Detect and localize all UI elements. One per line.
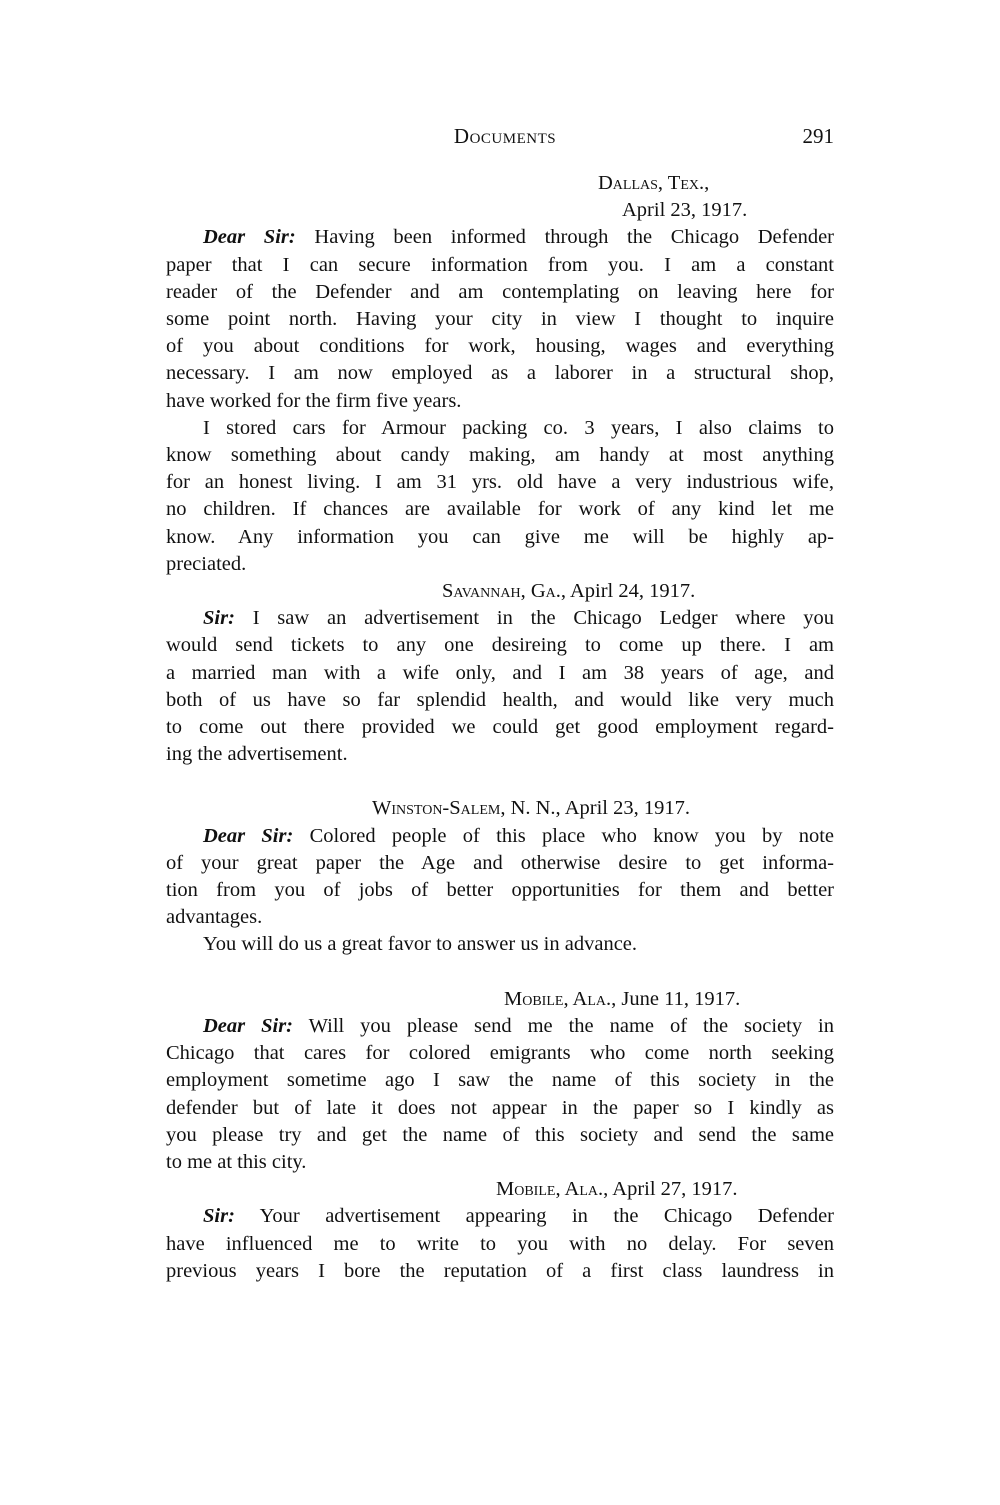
text-line: both of us have so far splendid health, and would like very much xyxy=(166,688,834,711)
letter-dateline xyxy=(166,986,834,1013)
letter-dateline xyxy=(166,578,834,605)
text-line xyxy=(166,1203,834,1230)
text-line: of you about conditions for work, housing, wages and everything xyxy=(166,335,834,358)
letter-date: April 23, 1917. xyxy=(622,199,748,222)
place-text: Dallas, Tex., xyxy=(598,172,710,194)
text-line xyxy=(166,224,834,251)
text-line: know. Any information you can give me will be highly ap- xyxy=(166,525,834,548)
text-line: necessary. I am now employed as a laborer in a structural shop, xyxy=(166,362,834,385)
place-text: Mobile, Ala., xyxy=(496,1178,609,1201)
text-line: paper that I can secure information from you. I am a constant xyxy=(166,253,834,276)
text-line: have influenced me to write to you with no delay. For seven xyxy=(166,1232,834,1255)
text-line: of your great paper the Age and otherwise desire to get informa- xyxy=(166,851,834,874)
text-line: reader of the Defender and am contemplating on leaving here for xyxy=(166,280,834,303)
page-header xyxy=(166,124,834,154)
letter-dateline xyxy=(166,1176,834,1203)
text-line: no children. If chances are available for work of any kind let me xyxy=(166,498,834,521)
text-line: ing the advertisement. xyxy=(166,743,348,766)
line-text: Having been informed through the Chicago Defender xyxy=(295,226,834,249)
letter-mobile-june xyxy=(166,986,834,1176)
text-line: preciated. xyxy=(166,552,247,575)
letter-place xyxy=(166,170,834,197)
text-line: some point north. Having your city in view I thought to inquire xyxy=(166,308,834,331)
date-text: April 27, 1917. xyxy=(612,1178,738,1201)
letter-winston-salem xyxy=(166,795,834,958)
text-line: you please try and get the name of this society and send the same xyxy=(166,1123,834,1146)
place-text: Savannah, Ga., xyxy=(442,580,566,603)
place-text: Winston-Salem, N. N., xyxy=(372,797,561,820)
text-line: Chicago that cares for colored emigrants who come north seeking xyxy=(166,1042,834,1065)
date-text: April 23, 1917. xyxy=(564,797,690,820)
text-line: to me at this city. xyxy=(166,1150,307,1173)
text-line: know something about candy making, am handy at most anything xyxy=(166,444,834,467)
letter-mobile-april xyxy=(166,1176,834,1285)
date-text: Apirl 24, 1917. xyxy=(569,580,696,603)
text-line xyxy=(166,823,834,850)
salutation: Sir: xyxy=(203,607,235,630)
text-line: would send tickets to any one desireing to come up there. I am xyxy=(166,634,834,657)
salutation: Dear Sir: xyxy=(203,226,296,249)
text-line: tion from you of jobs of better opportunities for them and better xyxy=(166,879,834,902)
text-line: You will do us a great favor to answer us in advance. xyxy=(203,933,638,956)
text-line xyxy=(166,1013,834,1040)
page-number: 291 xyxy=(802,124,834,148)
text-line: I stored cars for Armour packing co. 3 years, I also claims to xyxy=(203,416,834,439)
salutation: Dear Sir: xyxy=(203,1014,293,1037)
text-line: defender but of late it does not appear in the paper so I kindly as xyxy=(166,1096,834,1119)
line-text: Your advertisement appearing in the Chicago Defender xyxy=(234,1205,834,1228)
letter-savannah xyxy=(166,578,834,768)
spacer xyxy=(166,768,834,795)
text-line: employment sometime ago I saw the name of this society in the xyxy=(166,1069,834,1092)
salutation: Dear Sir: xyxy=(203,824,294,847)
letter-dallas xyxy=(166,170,834,578)
page-body xyxy=(166,170,834,1285)
place-text: Mobile, Ala., xyxy=(504,987,617,1010)
text-line xyxy=(166,605,834,632)
line-text: Colored people of this place who know you by note xyxy=(293,824,834,847)
salutation: Sir: xyxy=(203,1205,235,1228)
date-text: June 11, 1917. xyxy=(621,987,741,1010)
spacer xyxy=(166,959,834,986)
line-text: I saw an advertisement in the Chicago Ledger where you xyxy=(234,607,834,630)
text-line: have worked for the firm five years. xyxy=(166,389,462,412)
text-line: for an honest living. I am 31 yrs. old have a very industrious wife, xyxy=(166,471,834,494)
line-text: Will you please send me the name of the society in xyxy=(293,1014,834,1037)
text-line: to come out there provided we could get good employment regard- xyxy=(166,716,834,739)
text-line: advantages. xyxy=(166,906,263,929)
text-line: previous years I bore the reputation of a first class laundress in xyxy=(166,1259,834,1282)
running-head: Documents xyxy=(453,124,557,148)
letter-dateline xyxy=(166,795,834,822)
text-line: a married man with a wife only, and I am 38 years of age, and xyxy=(166,661,834,684)
